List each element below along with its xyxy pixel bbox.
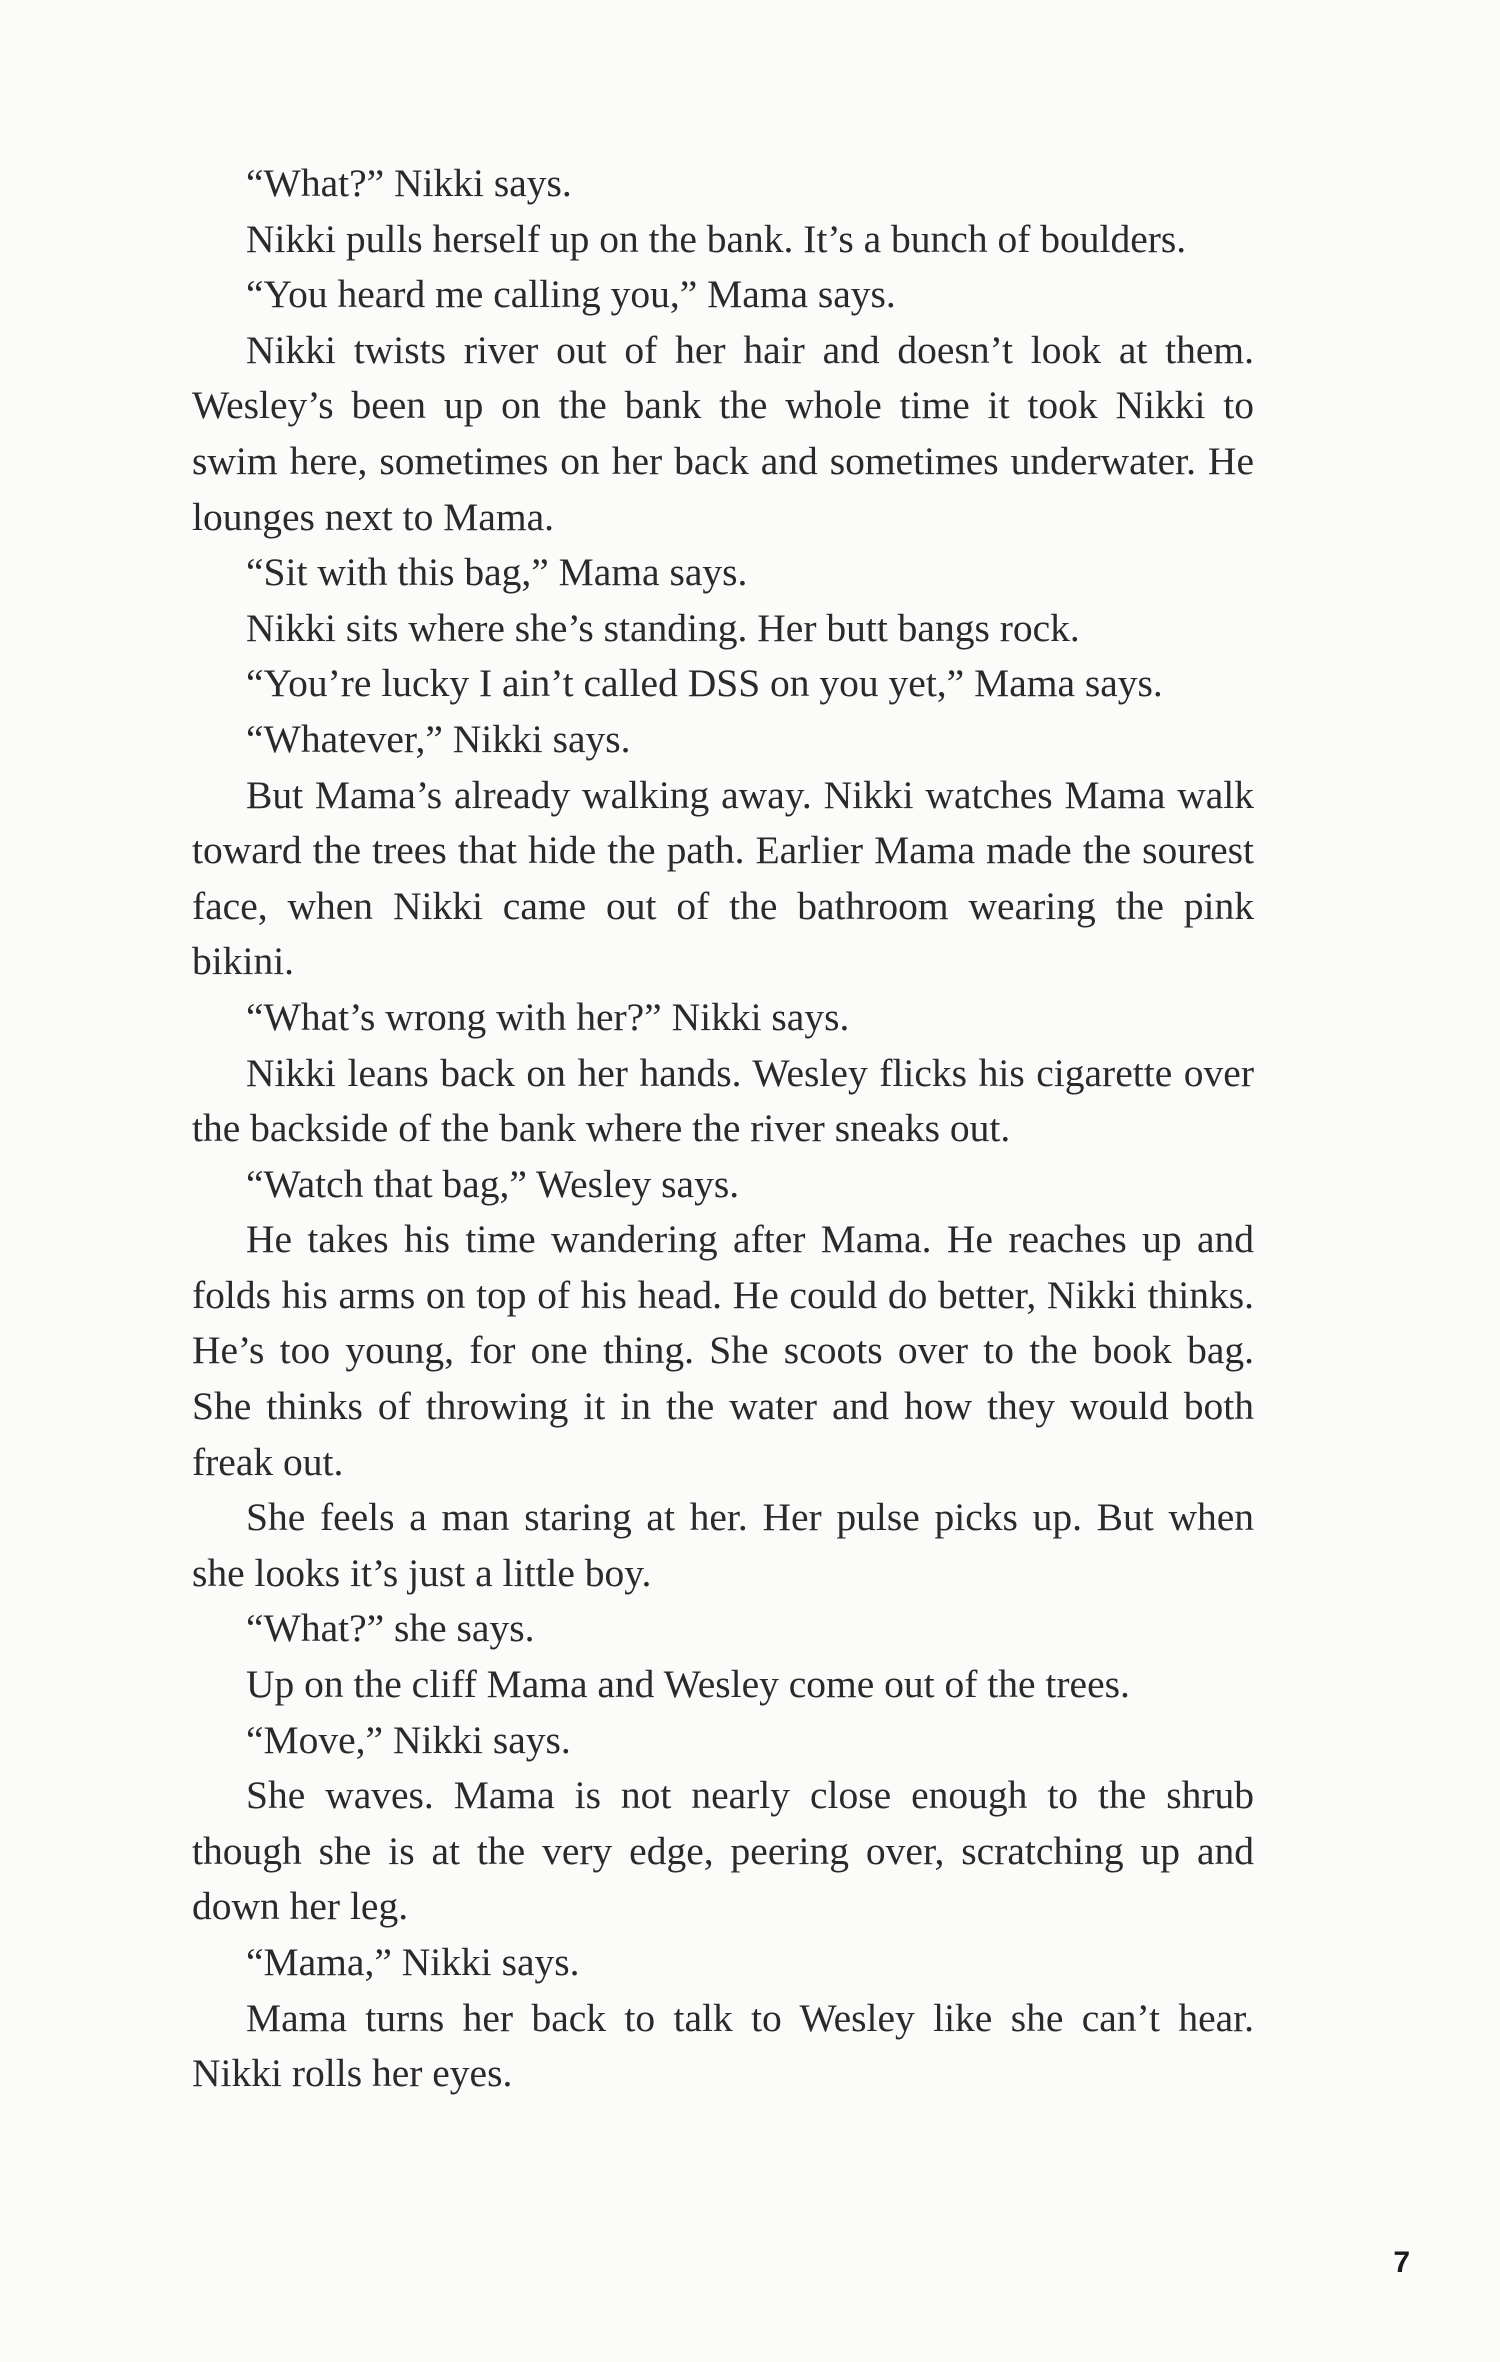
paragraph: Nikki leans back on her hands. Wesley flicks his cigarette over the backside of the bank where the river sneaks out.: [192, 1050, 1254, 1151]
paragraph: She feels a man staring at her. Her pulse picks up. But when she looks it’s just a little boy.: [192, 1495, 1254, 1595]
paragraph: “You’re lucky I ain’t called DSS on you yet,” Mama says.: [246, 661, 1163, 706]
paragraph: “Mama,” Nikki says.: [246, 1940, 580, 1984]
paragraph: Nikki sits where she’s standing. Her butt bangs rock.: [246, 605, 1080, 650]
paragraph: “Watch that bag,” Wesley says.: [246, 1161, 740, 1206]
paragraph: “What?” Nikki says.: [246, 161, 572, 205]
paragraph: “What?” she says.: [246, 1606, 535, 1651]
paragraph: But Mama’s already walking away. Nikki watches Mama walk toward the trees that hide the path. Earlier Mama made the sourest face, when Nikki came out of the bathroom wearing the pink bikini.: [192, 772, 1254, 984]
body-text: [192, 156, 1254, 2102]
page-number: 7: [1393, 2246, 1410, 2279]
paragraph: Nikki pulls herself up on the bank. It’s a bunch of boulders.: [246, 216, 1187, 261]
paragraph: Mama turns her back to talk to Wesley like she can’t hear. Nikki rolls her eyes.: [192, 1995, 1254, 2096]
paragraph: She waves. Mama is not nearly close enough to the shrub though she is at the very edge, peering over, scratching up and down her leg.: [192, 1773, 1254, 1929]
paragraph: “Move,” Nikki says.: [246, 1717, 571, 1762]
paragraph: Nikki twists river out of her hair and doesn’t look at them. Wesley’s been up on the bank the whole time it took Nikki to swim here, sometimes on her back and sometimes underwater. He lounges next to Mama.: [192, 327, 1254, 539]
paragraph: He takes his time wandering after Mama. He reaches up and folds his arms on top of his head. He could do better, Nikki thinks. He’s too young, for one thing. She scoots over to the book bag. She thinks of throwing it in the water and how they would both freak out.: [192, 1217, 1254, 1484]
paragraph: Up on the cliff Mama and Wesley come out of the trees.: [246, 1662, 1130, 1707]
paragraph: “Sit with this bag,” Mama says.: [246, 550, 748, 595]
paragraph: “Whatever,” Nikki says.: [246, 716, 631, 761]
paragraph: “You heard me calling you,” Mama says.: [246, 272, 896, 317]
paragraph: “What’s wrong with her?” Nikki says.: [246, 994, 850, 1039]
